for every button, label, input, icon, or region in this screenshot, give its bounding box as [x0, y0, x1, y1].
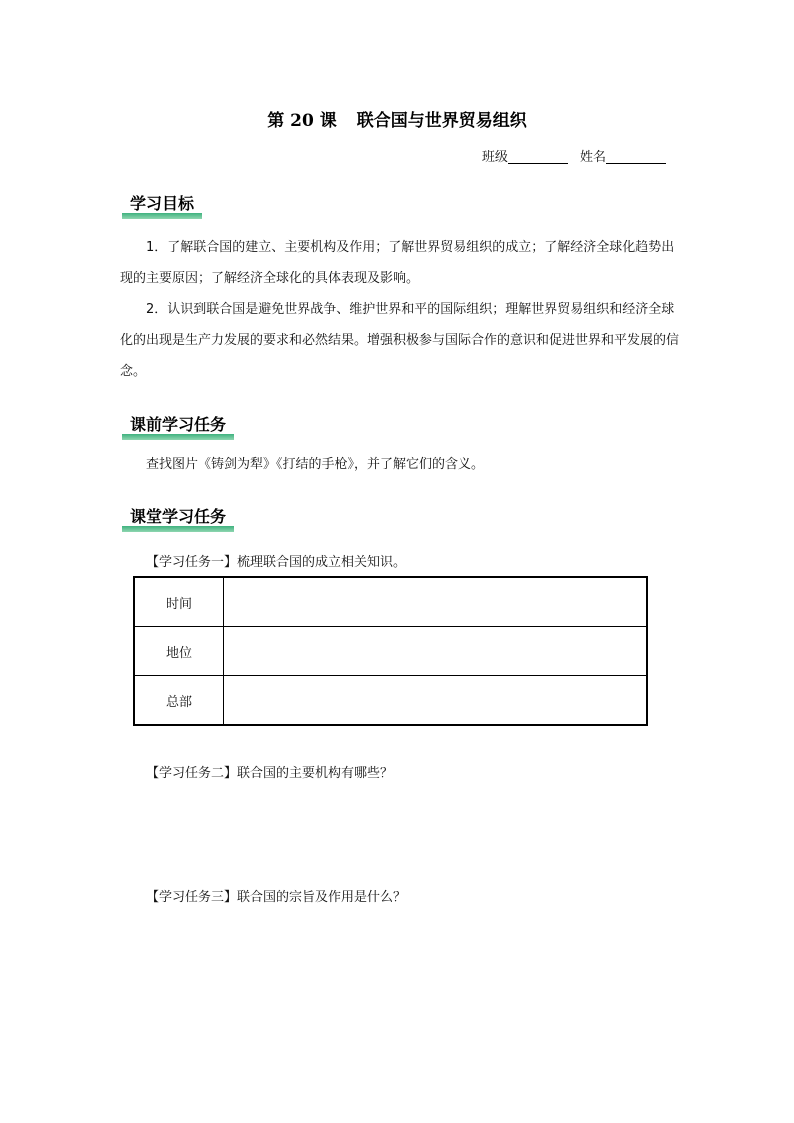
task-two: 【学习任务二】联合国的主要机构有哪些？ [146, 766, 394, 781]
goal-item-1: 1．了解联合国的建立、主要机构及作用；了解世界贸易组织的成立；了解经济全球化趋势出现的主要原因；了解经济全球化的具体表现及影响。 [120, 240, 675, 286]
table-row [134, 676, 647, 726]
row-label-hq: 总部 [134, 676, 224, 726]
inclass-heading: 课堂学习任务 [122, 504, 234, 530]
row-value-hq[interactable] [224, 676, 648, 726]
row-value-time[interactable] [224, 577, 648, 627]
un-founding-table [133, 576, 648, 726]
name-blank[interactable] [606, 149, 666, 164]
row-label-status: 地位 [134, 627, 224, 676]
table-row [134, 577, 647, 627]
student-info [482, 146, 674, 165]
goals-heading: 学习目标 [122, 191, 202, 217]
page-title [0, 106, 794, 131]
row-label-time: 时间 [134, 577, 224, 627]
row-value-status[interactable] [224, 627, 648, 676]
goal-item-2: 2．认识到联合国是避免世界战争、维护世界和平的国际组织；理解世界贸易组织和经济全球化的出现是生产力发展的要求和必然结果。增强积极参与国际合作的意识和促进世界和平发展的信念。 [120, 302, 680, 379]
class-label: 班级 [481, 150, 508, 165]
preclass-heading: 课前学习任务 [122, 412, 234, 438]
task-three: 【学习任务三】联合国的宗旨及作用是什么？ [146, 890, 407, 905]
task-one: 【学习任务一】梳理联合国的成立相关知识。 [146, 555, 407, 570]
table-row [134, 627, 647, 676]
name-label: 姓名 [579, 150, 606, 165]
lesson-number: 第 20 课 [267, 111, 337, 131]
lesson-name: 联合国与世界贸易组织 [356, 111, 527, 131]
preclass-text: 查找图片《铸剑为犁》《打结的手枪》，并了解它们的含义。 [146, 457, 485, 472]
class-blank[interactable] [508, 149, 568, 164]
